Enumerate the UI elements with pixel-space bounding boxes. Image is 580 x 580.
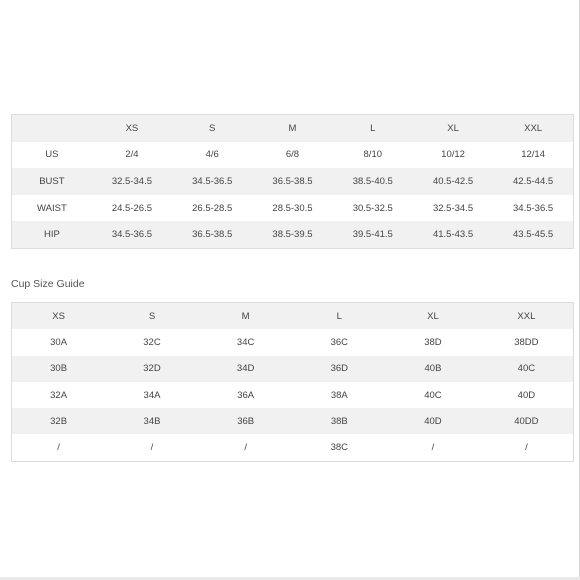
table-cell: 34.5-36.5 [493, 195, 573, 222]
table-cell: 12/14 [493, 142, 573, 169]
cup-guide-header-row [12, 303, 574, 330]
table-cell: 40.5-42.5 [413, 168, 493, 195]
table-row [12, 356, 574, 382]
table-cell: 38A [292, 382, 386, 408]
table-cell: 30.5-32.5 [333, 195, 413, 222]
header-cell: XL [413, 115, 493, 142]
table-cell: 38DD [480, 329, 574, 355]
table-row [12, 195, 574, 222]
header-cell [12, 115, 92, 142]
table-cell: 42.5-44.5 [493, 168, 573, 195]
table-cell: 38D [386, 329, 480, 355]
table-cell: 38B [292, 408, 386, 434]
table-cell: 38.5-39.5 [252, 221, 332, 248]
table-row [12, 434, 574, 461]
row-label: US [12, 142, 92, 169]
table-row [12, 221, 574, 248]
table-cell: 36C [292, 329, 386, 355]
row-label: WAIST [12, 195, 92, 222]
table-cell: 30A [12, 329, 106, 355]
table-cell: 41.5-43.5 [413, 221, 493, 248]
table-cell: 40D [480, 382, 574, 408]
table-cell: 36A [199, 382, 293, 408]
header-cell: M [252, 115, 332, 142]
table-cell: 32D [105, 356, 199, 382]
table-row [12, 142, 574, 169]
header-cell: XS [92, 115, 172, 142]
table-cell: / [105, 434, 199, 461]
header-cell: S [105, 303, 199, 330]
row-label: HIP [12, 221, 92, 248]
header-cell: S [172, 115, 252, 142]
header-cell: L [292, 303, 386, 330]
cup-size-guide-title: Cup Size Guide [11, 278, 85, 290]
table-cell: 6/8 [252, 142, 332, 169]
table-cell: 36.5-38.5 [252, 168, 332, 195]
table-cell: 36.5-38.5 [172, 221, 252, 248]
table-cell: 40B [386, 356, 480, 382]
table-cell: 2/4 [92, 142, 172, 169]
table-cell: 10/12 [413, 142, 493, 169]
header-cell: M [199, 303, 293, 330]
table-cell: 43.5-45.5 [493, 221, 573, 248]
table-cell: 38C [292, 434, 386, 461]
table-cell: 30B [12, 356, 106, 382]
table-row [12, 329, 574, 355]
table-row [12, 408, 574, 434]
table-cell: / [480, 434, 574, 461]
table-cell: 32B [12, 408, 106, 434]
size-guide-table [11, 114, 574, 249]
table-cell: 40D [386, 408, 480, 434]
table-cell: 36D [292, 356, 386, 382]
table-cell: 40C [386, 382, 480, 408]
table-cell: 34C [199, 329, 293, 355]
table-cell: 38.5-40.5 [333, 168, 413, 195]
table-cell: 40DD [480, 408, 574, 434]
table-cell: 36B [199, 408, 293, 434]
table-cell: 34B [105, 408, 199, 434]
table-cell: / [386, 434, 480, 461]
table-cell: / [12, 434, 106, 461]
table-cell: 40C [480, 356, 574, 382]
table-cell: 32.5-34.5 [413, 195, 493, 222]
table-cell: 26.5-28.5 [172, 195, 252, 222]
table-cell: 34A [105, 382, 199, 408]
table-cell: 24.5-26.5 [92, 195, 172, 222]
table-row [12, 382, 574, 408]
table-cell: / [199, 434, 293, 461]
table-cell: 34D [199, 356, 293, 382]
header-cell: XXL [480, 303, 574, 330]
header-cell: XL [386, 303, 480, 330]
cup-size-guide-table [11, 302, 574, 462]
table-cell: 32C [105, 329, 199, 355]
size-guide-header-row [12, 115, 574, 142]
table-cell: 32.5-34.5 [92, 168, 172, 195]
table-cell: 28.5-30.5 [252, 195, 332, 222]
table-row [12, 168, 574, 195]
header-cell: XXL [493, 115, 573, 142]
header-cell: XS [12, 303, 106, 330]
header-cell: L [333, 115, 413, 142]
row-label: BUST [12, 168, 92, 195]
table-cell: 8/10 [333, 142, 413, 169]
table-cell: 39.5-41.5 [333, 221, 413, 248]
table-cell: 34.5-36.5 [172, 168, 252, 195]
table-cell: 34.5-36.5 [92, 221, 172, 248]
table-cell: 32A [12, 382, 106, 408]
table-cell: 4/6 [172, 142, 252, 169]
